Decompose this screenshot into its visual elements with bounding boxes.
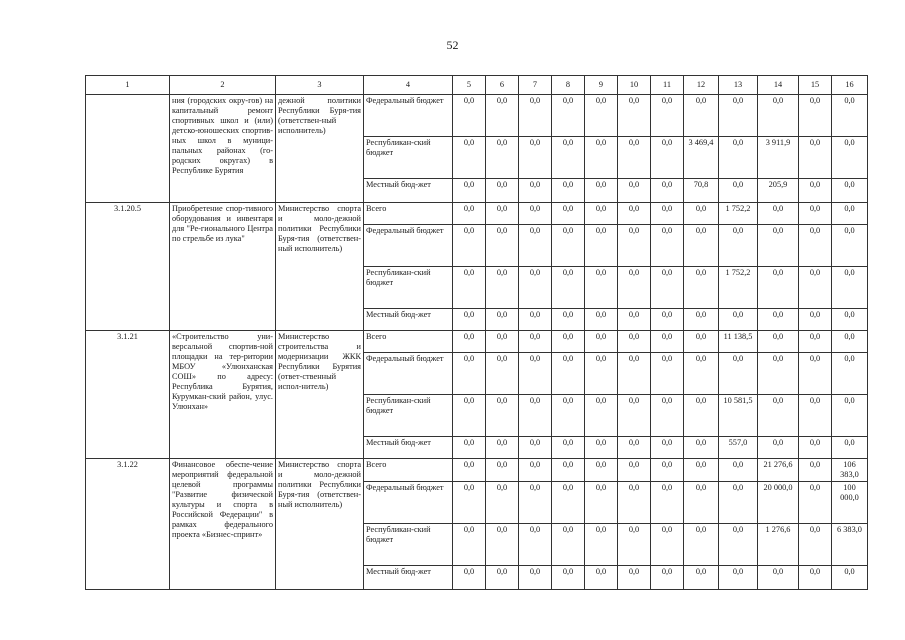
- budget-value: 0,0: [519, 437, 552, 459]
- item-executor: Министерство спорта и моло-дежной политики Республики Буря-тия (ответствен-ный исполнитель): [276, 203, 364, 331]
- funding-source: Федеральный бюджет: [364, 353, 453, 395]
- budget-value: 557,0: [719, 437, 758, 459]
- page-number: 52: [446, 38, 459, 52]
- funding-source: Республикан-ский бюджет: [364, 137, 453, 179]
- budget-value: 0,0: [519, 566, 552, 590]
- budget-value: 10 581,5: [719, 395, 758, 437]
- budget-value: 0,0: [585, 225, 618, 267]
- budget-value: 0,0: [684, 331, 719, 353]
- item-name: Приобретение спор-тивного оборудования и инвентаря для "Ре-гионального Центра по стрельбе из лука": [170, 203, 276, 331]
- budget-value: 0,0: [486, 225, 519, 267]
- budget-value: 0,0: [618, 309, 651, 331]
- budget-value: 0,0: [719, 179, 758, 203]
- budget-value: 0,0: [684, 437, 719, 459]
- budget-value: 0,0: [552, 203, 585, 225]
- budget-value: 0,0: [758, 309, 799, 331]
- budget-value: 0,0: [799, 353, 832, 395]
- budget-value: 0,0: [618, 95, 651, 137]
- budget-value: 0,0: [453, 459, 486, 482]
- budget-value: 0,0: [651, 459, 684, 482]
- budget-value: 0,0: [799, 137, 832, 179]
- item-executor: Министерство строительства и модернизации ЖКК Республики Бурятия (ответ-ственный испол-нитель): [276, 331, 364, 459]
- budget-value: 0,0: [453, 437, 486, 459]
- column-header: 1: [86, 76, 170, 95]
- budget-value: 0,0: [618, 353, 651, 395]
- table-row: [86, 95, 868, 137]
- column-header: 8: [552, 76, 585, 95]
- budget-value: 0,0: [585, 95, 618, 137]
- budget-value: 0,0: [799, 482, 832, 524]
- budget-value: 0,0: [684, 482, 719, 524]
- budget-value: 0,0: [719, 524, 758, 566]
- budget-value: 0,0: [486, 95, 519, 137]
- budget-value: 0,0: [618, 179, 651, 203]
- budget-value: 0,0: [719, 225, 758, 267]
- budget-value: 0,0: [618, 137, 651, 179]
- budget-value: 6 383,0: [832, 524, 868, 566]
- budget-value: 0,0: [453, 203, 486, 225]
- budget-value: 0,0: [719, 309, 758, 331]
- budget-value: 0,0: [799, 566, 832, 590]
- budget-value: 0,0: [618, 203, 651, 225]
- item-executor: дежной политики Республики Буря-тия (ответствен-ный исполнитель): [276, 95, 364, 203]
- item-code: 3.1.22: [86, 459, 170, 590]
- budget-value: 0,0: [684, 309, 719, 331]
- budget-value: 0,0: [651, 137, 684, 179]
- budget-value: 0,0: [552, 267, 585, 309]
- budget-value: 0,0: [758, 437, 799, 459]
- budget-value: 205,9: [758, 179, 799, 203]
- funding-source: Всего: [364, 203, 453, 225]
- budget-table-body: [86, 76, 868, 590]
- budget-value: 0,0: [799, 309, 832, 331]
- budget-value: 0,0: [585, 353, 618, 395]
- budget-value: 0,0: [453, 395, 486, 437]
- budget-value: 0,0: [552, 309, 585, 331]
- budget-value: 0,0: [719, 459, 758, 482]
- budget-value: 0,0: [832, 353, 868, 395]
- item-code: 3.1.21: [86, 331, 170, 459]
- budget-value: 0,0: [758, 225, 799, 267]
- budget-value: 3 911,9: [758, 137, 799, 179]
- budget-value: 0,0: [486, 566, 519, 590]
- budget-value: 0,0: [799, 395, 832, 437]
- column-header: 6: [486, 76, 519, 95]
- budget-value: 0,0: [486, 203, 519, 225]
- budget-value: 0,0: [832, 225, 868, 267]
- budget-value: 0,0: [684, 459, 719, 482]
- budget-value: 0,0: [758, 267, 799, 309]
- budget-value: 100 000,0: [832, 482, 868, 524]
- budget-value: 0,0: [684, 203, 719, 225]
- budget-value: 1 752,2: [719, 267, 758, 309]
- budget-value: 0,0: [832, 267, 868, 309]
- budget-value: 0,0: [585, 459, 618, 482]
- budget-value: 0,0: [453, 309, 486, 331]
- budget-value: 0,0: [453, 353, 486, 395]
- budget-value: 0,0: [453, 179, 486, 203]
- budget-value: 0,0: [552, 179, 585, 203]
- budget-value: 0,0: [519, 459, 552, 482]
- column-header: 2: [170, 76, 276, 95]
- budget-value: 0,0: [486, 179, 519, 203]
- budget-value: 0,0: [519, 203, 552, 225]
- funding-source: Местный бюд-жет: [364, 309, 453, 331]
- budget-value: 0,0: [486, 137, 519, 179]
- budget-value: 0,0: [552, 482, 585, 524]
- funding-source: Федеральный бюджет: [364, 482, 453, 524]
- budget-value: 0,0: [832, 203, 868, 225]
- budget-value: 0,0: [799, 225, 832, 267]
- budget-value: 0,0: [618, 395, 651, 437]
- funding-source: Федеральный бюджет: [364, 225, 453, 267]
- budget-value: 0,0: [758, 353, 799, 395]
- budget-value: 0,0: [486, 482, 519, 524]
- budget-value: 0,0: [651, 203, 684, 225]
- budget-value: 0,0: [519, 179, 552, 203]
- funding-source: Местный бюд-жет: [364, 566, 453, 590]
- budget-value: 0,0: [832, 137, 868, 179]
- budget-value: 0,0: [453, 524, 486, 566]
- budget-value: 0,0: [618, 267, 651, 309]
- budget-value: 11 138,5: [719, 331, 758, 353]
- item-name: «Строительство уни-версальной спортив-ной площадки на тер-ритории МБОУ «Улюнханская СОШ» по адресу: Республика Бурятия, Курумкан-ский район, улус. Улюнхан»: [170, 331, 276, 459]
- budget-value: 0,0: [799, 203, 832, 225]
- budget-value: 0,0: [519, 331, 552, 353]
- budget-value: 0,0: [552, 95, 585, 137]
- budget-value: 0,0: [519, 353, 552, 395]
- budget-value: 0,0: [585, 482, 618, 524]
- budget-value: 0,0: [519, 95, 552, 137]
- budget-value: 1 276,6: [758, 524, 799, 566]
- budget-value: 0,0: [585, 179, 618, 203]
- budget-value: 0,0: [585, 437, 618, 459]
- column-header: 3: [276, 76, 364, 95]
- budget-value: 0,0: [519, 309, 552, 331]
- budget-value: 0,0: [832, 95, 868, 137]
- budget-value: 0,0: [618, 225, 651, 267]
- budget-value: 0,0: [684, 267, 719, 309]
- funding-source: Местный бюд-жет: [364, 179, 453, 203]
- budget-value: 0,0: [618, 482, 651, 524]
- budget-value: 0,0: [453, 331, 486, 353]
- budget-value: 0,0: [651, 482, 684, 524]
- budget-value: 0,0: [651, 566, 684, 590]
- column-header: 10: [618, 76, 651, 95]
- budget-value: 0,0: [719, 353, 758, 395]
- budget-value: 0,0: [684, 524, 719, 566]
- budget-value: 0,0: [758, 395, 799, 437]
- budget-value: 3 469,4: [684, 137, 719, 179]
- budget-value: 0,0: [519, 524, 552, 566]
- budget-value: 0,0: [799, 437, 832, 459]
- budget-value: 0,0: [799, 524, 832, 566]
- column-header: 11: [651, 76, 684, 95]
- budget-value: 106 383,0: [832, 459, 868, 482]
- budget-value: 0,0: [684, 353, 719, 395]
- budget-value: 0,0: [618, 459, 651, 482]
- budget-value: 0,0: [832, 566, 868, 590]
- budget-value: 0,0: [618, 524, 651, 566]
- budget-value: 0,0: [453, 137, 486, 179]
- budget-value: 0,0: [719, 566, 758, 590]
- budget-value: 0,0: [453, 482, 486, 524]
- budget-value: 0,0: [618, 566, 651, 590]
- header-row: [86, 76, 868, 95]
- budget-value: 0,0: [486, 524, 519, 566]
- column-header: 5: [453, 76, 486, 95]
- budget-value: 0,0: [486, 353, 519, 395]
- budget-value: 0,0: [552, 437, 585, 459]
- budget-value: 0,0: [585, 395, 618, 437]
- budget-value: 0,0: [618, 331, 651, 353]
- budget-value: 0,0: [585, 309, 618, 331]
- budget-value: 0,0: [453, 566, 486, 590]
- budget-value: 0,0: [519, 267, 552, 309]
- budget-value: 0,0: [651, 309, 684, 331]
- funding-source: Республикан-ский бюджет: [364, 267, 453, 309]
- budget-value: 0,0: [618, 437, 651, 459]
- budget-value: 0,0: [651, 267, 684, 309]
- column-header: 16: [832, 76, 868, 95]
- budget-value: 0,0: [585, 203, 618, 225]
- funding-source: Всего: [364, 459, 453, 482]
- budget-value: 0,0: [486, 267, 519, 309]
- budget-value: 0,0: [799, 459, 832, 482]
- budget-value: 0,0: [486, 395, 519, 437]
- budget-value: 0,0: [651, 437, 684, 459]
- budget-value: 0,0: [552, 566, 585, 590]
- item-executor: Министерство спорта и моло-дежной политики Республики Буря-тия (ответствен-ный исполнитель): [276, 459, 364, 590]
- budget-value: 0,0: [651, 524, 684, 566]
- budget-value: 0,0: [651, 353, 684, 395]
- budget-value: 0,0: [684, 566, 719, 590]
- budget-value: 0,0: [684, 225, 719, 267]
- budget-value: 0,0: [519, 137, 552, 179]
- budget-value: 0,0: [719, 137, 758, 179]
- table-row: [86, 203, 868, 225]
- budget-value: 0,0: [758, 566, 799, 590]
- column-header: 7: [519, 76, 552, 95]
- budget-value: 0,0: [585, 566, 618, 590]
- column-header: 13: [719, 76, 758, 95]
- budget-value: 0,0: [758, 203, 799, 225]
- funding-source: Всего: [364, 331, 453, 353]
- budget-table: [85, 75, 868, 590]
- budget-value: 0,0: [758, 95, 799, 137]
- item-code: [86, 95, 170, 203]
- item-code: 3.1.20.5: [86, 203, 170, 331]
- table-row: [86, 331, 868, 353]
- budget-value: 0,0: [519, 395, 552, 437]
- funding-source: Республикан-ский бюджет: [364, 395, 453, 437]
- budget-value: 0,0: [552, 459, 585, 482]
- budget-value: 0,0: [552, 331, 585, 353]
- budget-value: 0,0: [651, 395, 684, 437]
- budget-value: 0,0: [519, 482, 552, 524]
- item-name: ния (городских окру-гов) на капитальный ремонт спортивных школ и (или) детско-юношеских спортив-ных школ в муници-пальных районах (го-родских округах) в Республике Бурятия: [170, 95, 276, 203]
- item-name: Финансовое обеспе-чение мероприятий федеральной целевой программы "Развитие физической культуры и спорта в Российской Федерации" в рамках федерального проекта «Бизнес-спринт»: [170, 459, 276, 590]
- budget-value: 0,0: [719, 482, 758, 524]
- budget-value: 0,0: [799, 179, 832, 203]
- funding-source: Федеральный бюджет: [364, 95, 453, 137]
- budget-value: 0,0: [832, 437, 868, 459]
- budget-value: 0,0: [799, 331, 832, 353]
- budget-value: 21 276,6: [758, 459, 799, 482]
- budget-value: 0,0: [486, 309, 519, 331]
- budget-value: 0,0: [651, 95, 684, 137]
- budget-value: 0,0: [585, 524, 618, 566]
- budget-value: 0,0: [552, 353, 585, 395]
- budget-value: 0,0: [453, 95, 486, 137]
- budget-value: 1 752,2: [719, 203, 758, 225]
- budget-value: 0,0: [585, 267, 618, 309]
- budget-value: 0,0: [799, 267, 832, 309]
- budget-value: 0,0: [799, 95, 832, 137]
- budget-value: 0,0: [552, 137, 585, 179]
- budget-value: 0,0: [486, 459, 519, 482]
- budget-value: 0,0: [552, 225, 585, 267]
- funding-source: Республикан-ский бюджет: [364, 524, 453, 566]
- budget-value: 0,0: [651, 179, 684, 203]
- budget-value: 0,0: [519, 225, 552, 267]
- budget-value: 0,0: [453, 267, 486, 309]
- column-header: 9: [585, 76, 618, 95]
- column-header: 14: [758, 76, 799, 95]
- budget-value: 0,0: [832, 309, 868, 331]
- budget-value: 0,0: [552, 524, 585, 566]
- table-row: [86, 459, 868, 482]
- column-header: 12: [684, 76, 719, 95]
- budget-value: 0,0: [651, 225, 684, 267]
- budget-value: 0,0: [585, 331, 618, 353]
- budget-value: 0,0: [486, 331, 519, 353]
- budget-value: 0,0: [651, 331, 684, 353]
- budget-value: 0,0: [486, 437, 519, 459]
- budget-value: 0,0: [684, 395, 719, 437]
- budget-value: 0,0: [832, 179, 868, 203]
- budget-value: 0,0: [832, 395, 868, 437]
- budget-value: 0,0: [585, 137, 618, 179]
- budget-value: 0,0: [719, 95, 758, 137]
- budget-value: 0,0: [758, 331, 799, 353]
- budget-value: 0,0: [684, 95, 719, 137]
- budget-value: 0,0: [832, 331, 868, 353]
- budget-value: 70,8: [684, 179, 719, 203]
- budget-value: 0,0: [552, 395, 585, 437]
- column-header: 4: [364, 76, 453, 95]
- budget-value: 0,0: [453, 225, 486, 267]
- budget-value: 20 000,0: [758, 482, 799, 524]
- column-header: 15: [799, 76, 832, 95]
- funding-source: Местный бюд-жет: [364, 437, 453, 459]
